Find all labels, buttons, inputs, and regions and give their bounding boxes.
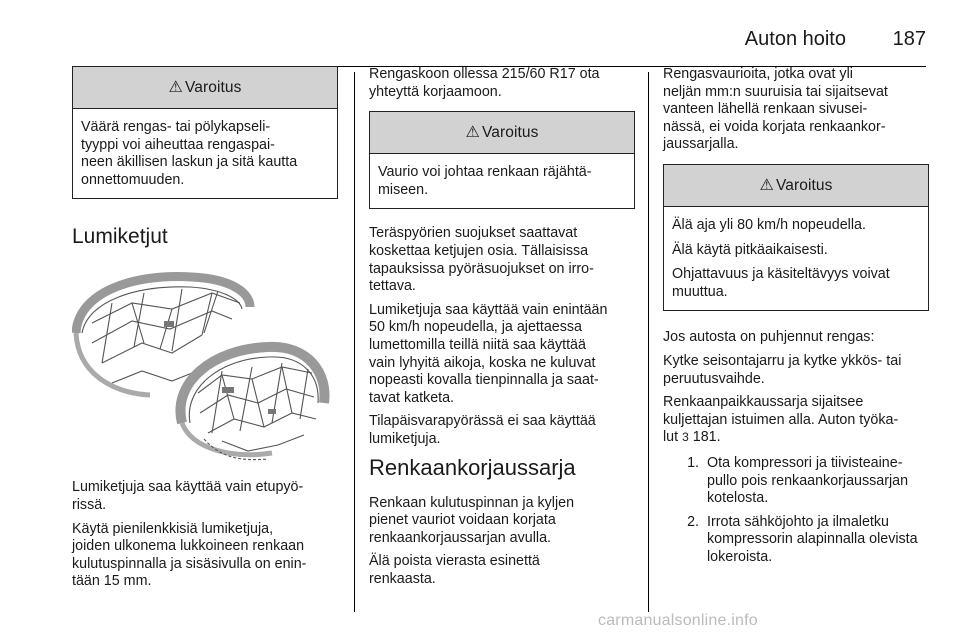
paragraph (369, 553, 635, 588)
text-line: pullo pois renkaankorjaussarjan (707, 472, 909, 489)
steps-list (663, 455, 929, 567)
paragraph (369, 302, 635, 408)
text-line: Renkaan kulutuspinnan ja kyljen (369, 494, 575, 511)
paragraph (672, 266, 920, 301)
page-number: 187 (892, 28, 926, 50)
paragraph (72, 521, 338, 591)
text-line: kulutuspinnalla ja sisäsivulla on enin- (72, 555, 307, 572)
paragraph (369, 495, 635, 548)
step-text (707, 514, 929, 567)
text-line: neljän mm:n suuruisia tai sijaitsevat (663, 83, 888, 100)
warning-text (664, 207, 928, 310)
paragraph (369, 66, 635, 101)
warning-triangle-icon: ⚠ (759, 176, 774, 194)
text-line: Teräspyörien suojukset saattavat (369, 225, 578, 242)
paragraph (663, 66, 929, 154)
warning-triangle-icon: ⚠ (168, 78, 183, 96)
text-line: Rengaskoon ollessa 215/60 R17 ota (369, 66, 600, 82)
warning-box (663, 164, 929, 311)
paragraph (369, 413, 635, 448)
section-heading-snow-chains: Lumiketjut (72, 225, 168, 249)
text-line: pienet vauriot voidaan korjata (369, 512, 556, 529)
page-reference-link[interactable]: 181. (692, 429, 721, 446)
section-heading-repair-kit: Renkaankorjaussarja (369, 454, 576, 480)
warning-title: Varoitus (184, 78, 242, 96)
text-line: Väärä rengas- tai pölykapseli- (81, 119, 271, 135)
text-line: Ota kompressori ja tiivisteaine- (707, 454, 903, 471)
text-line: yhteyttä korjaamoon. (369, 83, 502, 100)
text-line: Älä käytä pitkäaikaisesti. (672, 241, 828, 258)
text-line: kuljettajan istuimen alla. Auton työka- (663, 411, 899, 428)
text-line: Käytä pienilenkkisiä lumiketjuja, (72, 520, 274, 537)
paragraph (72, 479, 338, 514)
column-divider (354, 72, 355, 612)
text-line: miseen. (378, 181, 429, 198)
text-line: rissä. (72, 496, 107, 513)
warning-header (370, 112, 634, 154)
running-title: Auton hoito (744, 28, 846, 50)
text-line: tään 15 mm. (72, 573, 152, 590)
text-line: 50 km/h nopeudella, ja ajettaessa (369, 319, 583, 336)
list-item (663, 455, 929, 508)
text-line: jaussarjalla. (663, 136, 739, 153)
list-item (663, 514, 929, 567)
text-line: vain lyhyitä aikoja, koska ne kuluvat (369, 354, 596, 371)
paragraph: Jos autosta on puhjennut rengas: (663, 329, 875, 346)
text-line: onnettomuuden. (81, 171, 185, 188)
step-text (707, 455, 929, 508)
text-line: renkaasta. (369, 570, 436, 587)
text-line: joiden ulkonema lukkoineen renkaan (72, 538, 305, 555)
text-line: Lumiketjuja saa käyttää vain enintään (369, 301, 608, 318)
text-line: lumiketjuja. (369, 430, 441, 447)
text-line: Rengasvaurioita, jotka ovat yli (663, 66, 853, 82)
text-line: tettava. (369, 278, 416, 295)
text-line: koskettaa ketjujen osia. Tällaisissa (369, 242, 589, 259)
warning-triangle-icon: ⚠ (465, 123, 480, 141)
paragraph (663, 353, 929, 388)
text-line: Irrota sähköjohto ja ilmaletku (707, 513, 889, 530)
step-number: 1. (687, 454, 699, 471)
text-line: kompressorin alapinnalla olevista (707, 531, 918, 548)
page-header (72, 26, 926, 50)
text-line: Älä aja yli 80 km/h nopeudella. (672, 216, 866, 233)
text-line: neen äkillisen laskun ja sitä kautta (81, 154, 298, 171)
text-line: Tilapäisvarapyörässä ei saa käyttää (369, 413, 596, 430)
warning-header (664, 165, 928, 207)
text-line: nopeasti kovalla tienpinnalla ja saat- (369, 372, 599, 389)
text-line: muuttua. (672, 283, 728, 300)
text-line: peruutusvaihde. (663, 370, 765, 387)
text-line: Älä poista vierasta esinettä (369, 553, 540, 570)
arrow-reference-icon: 3 (682, 430, 689, 445)
column-2 (369, 66, 635, 594)
text-line: Kytke seisontajarru ja kytke ykkös- tai (663, 352, 902, 369)
text-line: lut (663, 429, 683, 446)
column-3 (663, 66, 929, 572)
step-number: 2. (687, 513, 699, 530)
warning-header (73, 67, 337, 109)
text-line: kotelosta. (707, 490, 769, 507)
text-line: Ohjattavuus ja käsiteltävyys voivat (672, 266, 890, 283)
text-line: Renkaanpaikkaussarja sijaitsee (663, 394, 864, 411)
text-line: Vaurio voi johtaa renkaan räjähtä- (378, 164, 592, 181)
text-line: tapauksissa pyöräsuojukset on irro- (369, 260, 594, 277)
text-line: lokeroista. (707, 548, 773, 565)
text-line: renkaankorjaussarjan avulla. (369, 529, 551, 546)
text-line: Lumiketjuja saa käyttää vain etupyö- (72, 479, 304, 496)
text-line: nässä, ei voida korjata renkaankor- (663, 118, 886, 135)
warning-box (72, 66, 338, 199)
column-1 (72, 66, 338, 597)
watermark: carmanualsonline.info (598, 612, 758, 629)
warning-text (370, 154, 634, 208)
warning-text (73, 109, 337, 198)
warning-title: Varoitus (775, 176, 833, 194)
text-line: tyyppi voi aiheuttaa rengaspai- (81, 136, 275, 153)
warning-box (369, 111, 635, 209)
text-line: lumettomilla teillä niitä saa käyttää (369, 336, 586, 353)
paragraph (663, 394, 929, 447)
paragraph (369, 225, 635, 295)
text-line: tavat katketa. (369, 389, 455, 406)
text-line: vanteen lähellä renkaan sivusei- (663, 101, 868, 118)
column-divider (648, 72, 649, 612)
snow-chains-illustration (72, 263, 336, 463)
warning-title: Varoitus (481, 123, 539, 141)
